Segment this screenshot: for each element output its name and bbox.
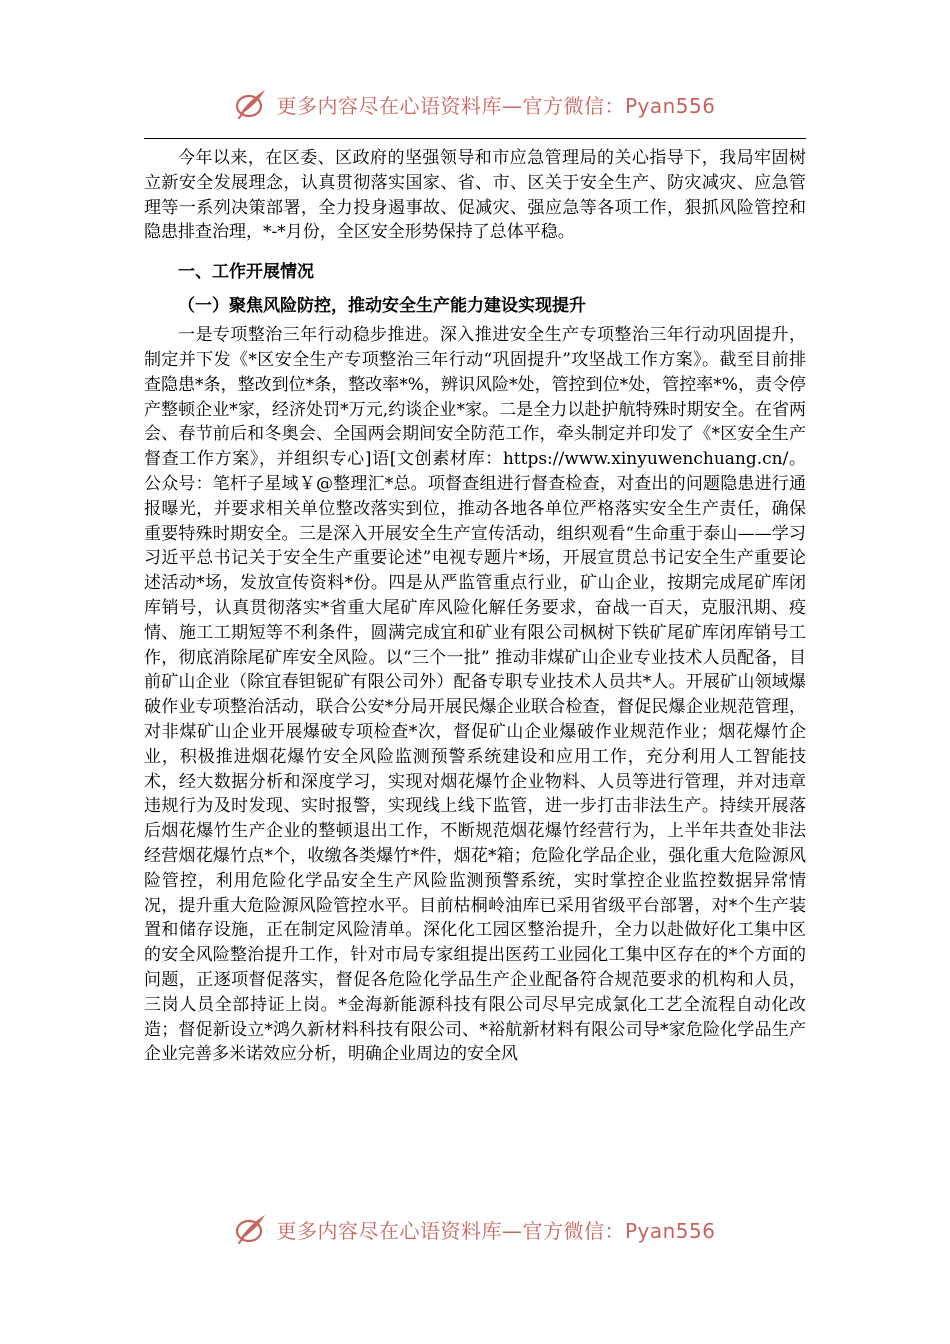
quill-pen-logo-icon: [234, 1212, 268, 1246]
body-paragraph: 一是专项整治三年行动稳步推进。深入推进安全生产专项整治三年行动巩固提升，制定并下发《*区安全生产专项整治三年行动“巩固提升”攻坚战工作方案》。截至目前排查隐患*条，整改到位*条，整改率*%，辨识风险*处，管控到位*处，管控率*%，责令停产整顿企业*家，经济处罚*万元,约谈企业*家。二是全力以赴护航特殊时期安全。在省两会、春节前后和冬奥会、全国两会期间安全防范工作，牵头制定并印发了《*区安全生产督查工作方案》，并组织专心]语[文创素材库：https://www.xinyuwenchuang.cn/。公众号：笔杆子星域￥@整理汇*总。项督查组进行督查检查，对查出的问题隐患进行通报曝光，并要求相关单位整改落实到位，推动各地各单位严格落实安全生产责任，确保重要特殊时期安全。三是深入开展安全生产宣传活动，组织观看“生命重于泰山——学习习近平总书记关于安全生产重要论述”电视专题片*场，开展宣贯总书记安全生产重要论述活动*场，发放宣传资料*份。四是从严监管重点行业，矿山企业，按期完成尾矿库闭库销号，认真贯彻落实*省重大尾矿库风险化解任务要求，奋战一百天，克服汛期、疫情、施工工期短等不利条件，圆满完成宜和矿业有限公司枫树下铁矿尾矿库闭库销号工作，彻底消除尾矿库安全风险。以“三个一批” 推动非煤矿山企业专业技术人员配备，目前矿山企业（除宜春钽铌矿有限公司外）配备专职专业技术人员共*人。开展矿山领域爆破作业专项整治活动，联合公安*分局开展民爆企业联合检查，督促民爆企业规范管理，对非煤矿山企业开展爆破专项检查*次，督促矿山企业爆破作业规范作业；烟花爆竹企业，积极推进烟花爆竹安全风险监测预警系统建设和应用工作，充分利用人工智能技术，经大数据分析和深度学习，实现对烟花爆竹企业物料、人员等进行管理，并对违章违规行为及时发现、实时报警，实现线上线下监管，进一步打击非法生产。持续开展落后烟花爆竹生产企业的整顿退出工作，不断规范烟花爆竹经营行为，上半年共查处非法经营烟花爆竹点*个，收缴各类爆竹*件，烟花*箱；危险化学品企业，强化重大危险源风险管控，利用危险化学品安全生产风险监测预警系统，实时掌控企业监控数据异常情况，提升重大危险源风险管控水平。目前枯桐岭油库已采用省级平台部署，对*个生产装置和储存设施，正在制定风险清单。深化化工园区整治提升，全力以赴做好化工集中区的安全风险整治提升工作，针对市局专家组提出医药工业园化工集中区存在的*个方面的问题，正逐项督促落实，督促各危险化学品生产企业配备符合规范要求的机构和人员，三岗人员全部持证上岗。*金海新能源科技有限公司尽早完成氯化工艺全流程自动化改造；督促新设立*鸿久新材料科技有限公司、*裕航新材料有限公司导*家危险化学品生产企业完善多米诺效应分析，明确企业周边的安全风: [144, 325, 806, 1065]
quill-pen-logo-icon: [234, 87, 268, 121]
watermark-text: 更多内容尽在心语资料库—官方微信：Pyan556: [276, 1218, 716, 1243]
watermark-footer: [0, 1207, 950, 1251]
document-body: [144, 146, 806, 1067]
watermark-header: [0, 82, 950, 126]
header-rule: [144, 138, 806, 139]
subsection-heading: （一）聚焦风险防控，推动安全生产能力建设实现提升: [178, 296, 586, 317]
intro-paragraph: 今年以来，在区委、区政府的坚强领导和市应急管理局的关心指导下，我局牢固树立新安全发展理念，认真贯彻落实国家、省、市、区关于安全生产、防灾减灾、应急管理等一系列决策部署，全力投身遏事故、促减灾、强应急等各项工作，狠抓风险管控和隐患排查治理，*-*月份，全区安全形势保持了总体平稳。: [144, 148, 806, 243]
watermark-text: 更多内容尽在心语资料库—官方微信：Pyan556: [276, 93, 716, 118]
section-heading: 一、工作开展情况: [178, 262, 314, 283]
